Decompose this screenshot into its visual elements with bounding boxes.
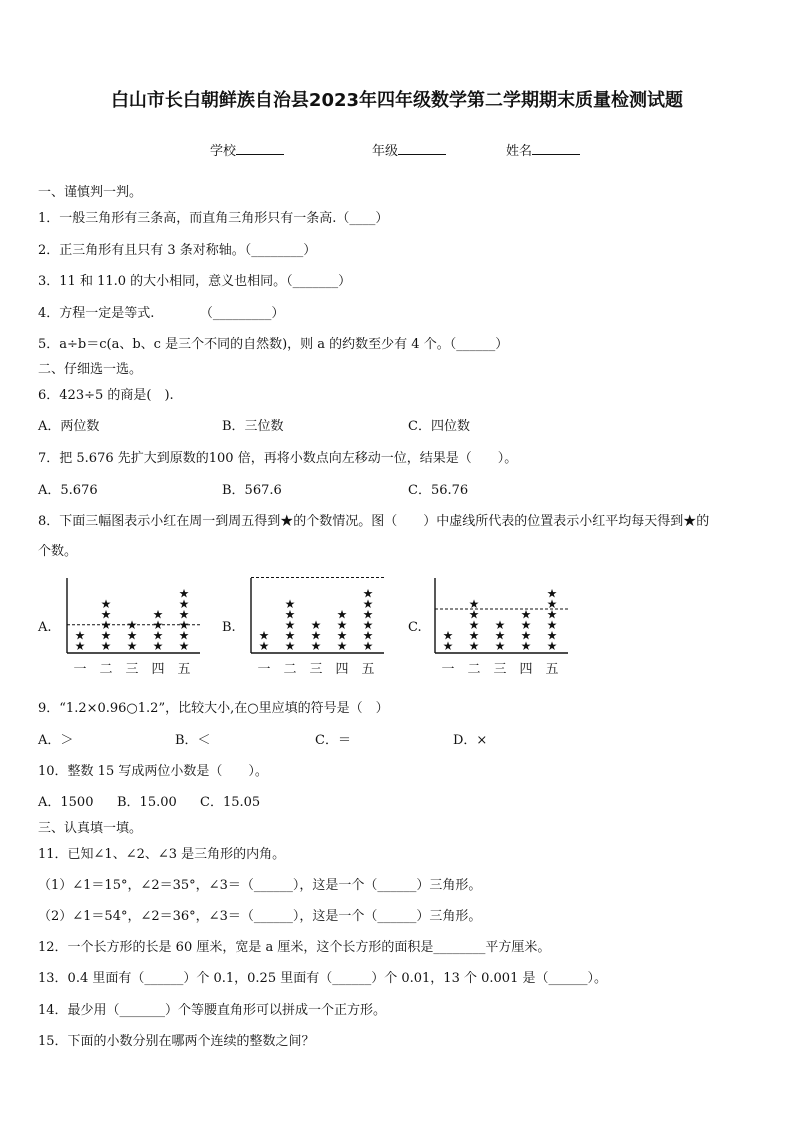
star-mark: ★ xyxy=(546,618,558,632)
q8-chart-a xyxy=(62,572,212,682)
q8-chart-c xyxy=(430,572,580,682)
star-mark: ★ xyxy=(178,639,190,653)
star-mark: ★ xyxy=(126,618,138,632)
star-mark: ★ xyxy=(546,639,558,653)
star-mark: ★ xyxy=(336,618,348,632)
star-mark: ★ xyxy=(178,586,190,601)
star-mark: ★ xyxy=(468,639,480,653)
star-mark: ★ xyxy=(468,607,480,622)
star-mark: ★ xyxy=(284,597,296,611)
question-5: 5．a÷b＝c(a、b、c 是三个不同的自然数)，则 a 的约数至少有 4 个。（______） xyxy=(38,337,509,352)
day-label: 五 xyxy=(545,662,559,677)
day-label: 三 xyxy=(493,662,507,677)
star-mark: ★ xyxy=(362,618,374,632)
question-8-line-1: 8．下面三幅图表示小红在周一到周五得到★的个数情况。图（ ）中虚线所代表的位置表示小红平均每天得到★的 xyxy=(38,514,710,529)
day-label: 三 xyxy=(309,662,323,677)
star-mark: ★ xyxy=(468,597,480,611)
star-mark: ★ xyxy=(362,597,374,611)
q8-option-b-label[interactable]: B. xyxy=(222,620,236,635)
page-title: 白山市长白朝鲜族自治县2023年四年级数学第二学期期末质量检测试题 xyxy=(110,90,684,111)
section-2-heading: 二、仔细选一选。 xyxy=(38,362,143,377)
question-4: 4．方程一定是等式. （_________） xyxy=(38,306,285,321)
q6-option-b[interactable]: B．三位数 xyxy=(222,419,284,434)
star-mark: ★ xyxy=(100,597,112,611)
star-mark: ★ xyxy=(468,618,480,632)
star-mark: ★ xyxy=(520,639,532,653)
star-mark: ★ xyxy=(258,639,270,653)
section-1-heading: 一、谨慎判一判。 xyxy=(38,185,143,200)
day-label: 二 xyxy=(283,662,297,677)
star-mark: ★ xyxy=(152,618,164,632)
star-mark: ★ xyxy=(100,628,112,643)
star-mark: ★ xyxy=(494,618,506,632)
star-mark: ★ xyxy=(520,628,532,643)
star-mark: ★ xyxy=(362,639,374,653)
grade-field xyxy=(372,140,446,159)
question-10: 10．整数 15 写成两位小数是（ ）。 xyxy=(38,764,268,779)
q8-chart-b xyxy=(246,572,396,682)
day-label: 一 xyxy=(441,662,455,677)
q10-option-a[interactable]: A．1500 xyxy=(38,795,94,810)
day-label: 四 xyxy=(151,662,165,677)
star-mark: ★ xyxy=(336,607,348,622)
star-mark: ★ xyxy=(546,597,558,611)
day-label: 四 xyxy=(335,662,349,677)
star-mark: ★ xyxy=(284,639,296,653)
star-mark: ★ xyxy=(336,639,348,653)
day-label: 一 xyxy=(257,662,271,677)
q8-option-c-label[interactable]: C. xyxy=(408,620,422,635)
star-mark: ★ xyxy=(468,628,480,643)
question-11-part-2: （2）∠1＝54°，∠2＝36°，∠3＝（______），这是一个（______）三角形。 xyxy=(38,909,482,924)
star-mark: ★ xyxy=(178,607,190,622)
q9-option-a[interactable]: A．＞ xyxy=(38,733,74,748)
day-label: 一 xyxy=(73,662,87,677)
star-mark: ★ xyxy=(546,628,558,643)
star-mark: ★ xyxy=(546,607,558,622)
q10-option-b[interactable]: B．15.00 xyxy=(117,795,177,810)
q7-option-c[interactable]: C．56.76 xyxy=(408,483,469,498)
star-mark: ★ xyxy=(494,639,506,653)
star-mark: ★ xyxy=(362,586,374,601)
section-3-heading: 三、认真填一填。 xyxy=(38,821,143,836)
school-blank[interactable] xyxy=(236,141,284,155)
question-1: 1．一般三角形有三条高，而直角三角形只有一条高.（____） xyxy=(38,211,389,226)
star-mark: ★ xyxy=(310,628,322,643)
star-mark: ★ xyxy=(126,639,138,653)
star-mark: ★ xyxy=(310,639,322,653)
star-mark: ★ xyxy=(74,628,86,643)
day-label: 二 xyxy=(467,662,481,677)
star-mark: ★ xyxy=(520,607,532,622)
star-mark: ★ xyxy=(152,628,164,643)
question-13: 13．0.4 里面有（______）个 0.1，0.25 里面有（______）个 0.01，13 个 0.001 是（______）。 xyxy=(38,971,607,986)
star-mark: ★ xyxy=(100,618,112,632)
q10-option-c[interactable]: C．15.05 xyxy=(200,795,261,810)
star-mark: ★ xyxy=(100,607,112,622)
day-label: 二 xyxy=(99,662,113,677)
star-mark: ★ xyxy=(336,628,348,643)
star-mark: ★ xyxy=(258,628,270,643)
question-3: 3．11 和 11.0 的大小相同，意义也相同。（_______） xyxy=(38,274,352,289)
q9-option-d[interactable]: D．× xyxy=(453,733,488,748)
star-mark: ★ xyxy=(152,607,164,622)
day-label: 五 xyxy=(177,662,191,677)
q9-option-c[interactable]: C．＝ xyxy=(315,733,351,748)
star-mark: ★ xyxy=(284,607,296,622)
star-mark: ★ xyxy=(442,628,454,643)
q7-option-a[interactable]: A．5.676 xyxy=(38,483,98,498)
question-9: 9．“1.2×0.96○1.2”，比较大小,在○里应填的符号是（ ） xyxy=(38,701,389,716)
name-label: 姓名 xyxy=(506,144,533,159)
q6-option-a[interactable]: A．两位数 xyxy=(38,419,100,434)
star-mark: ★ xyxy=(494,628,506,643)
question-14: 14．最少用（_______）个等腰直角形可以拼成一个正方形。 xyxy=(38,1003,387,1018)
q8-option-a-label[interactable]: A. xyxy=(38,620,52,635)
star-mark: ★ xyxy=(520,618,532,632)
q7-option-b[interactable]: B．567.6 xyxy=(222,483,282,498)
school-label: 学校 xyxy=(210,144,237,159)
star-mark: ★ xyxy=(178,597,190,611)
star-mark: ★ xyxy=(310,618,322,632)
grade-blank[interactable] xyxy=(398,141,446,155)
question-7: 7．把 5.676 先扩大到原数的100 倍，再将小数点向左移动一位，结果是（ ）。 xyxy=(38,451,518,466)
question-8-line-2: 个数。 xyxy=(38,544,78,559)
day-label: 五 xyxy=(361,662,375,677)
q6-option-c[interactable]: C．四位数 xyxy=(408,419,470,434)
star-mark: ★ xyxy=(362,628,374,643)
name-field xyxy=(506,140,580,159)
question-6: 6．423÷5 的商是( ). xyxy=(38,388,174,403)
question-2: 2．正三角形有且只有 3 条对称轴。（________） xyxy=(38,243,317,258)
star-mark: ★ xyxy=(100,639,112,653)
question-11: 11．已知∠1、∠2、∠3 是三角形的内角。 xyxy=(38,847,286,862)
name-blank[interactable] xyxy=(532,141,580,155)
question-12: 12．一个长方形的长是 60 厘米，宽是 a 厘米，这个长方形的面积是________平方厘米。 xyxy=(38,940,551,955)
star-mark: ★ xyxy=(284,628,296,643)
star-mark: ★ xyxy=(362,607,374,622)
star-mark: ★ xyxy=(178,628,190,643)
question-11-part-1: （1）∠1＝15°，∠2＝35°，∠3＝（______），这是一个（______）三角形。 xyxy=(38,878,482,893)
star-mark: ★ xyxy=(442,639,454,653)
star-mark: ★ xyxy=(546,586,558,601)
star-mark: ★ xyxy=(178,618,190,632)
grade-label: 年级 xyxy=(372,144,399,159)
star-mark: ★ xyxy=(152,639,164,653)
day-label: 四 xyxy=(519,662,533,677)
star-mark: ★ xyxy=(74,639,86,653)
star-mark: ★ xyxy=(126,628,138,643)
day-label: 三 xyxy=(125,662,139,677)
school-field xyxy=(210,140,284,159)
q9-option-b[interactable]: B．＜ xyxy=(175,733,211,748)
question-15: 15．下面的小数分别在哪两个连续的整数之间？ xyxy=(38,1034,315,1049)
star-mark: ★ xyxy=(284,618,296,632)
